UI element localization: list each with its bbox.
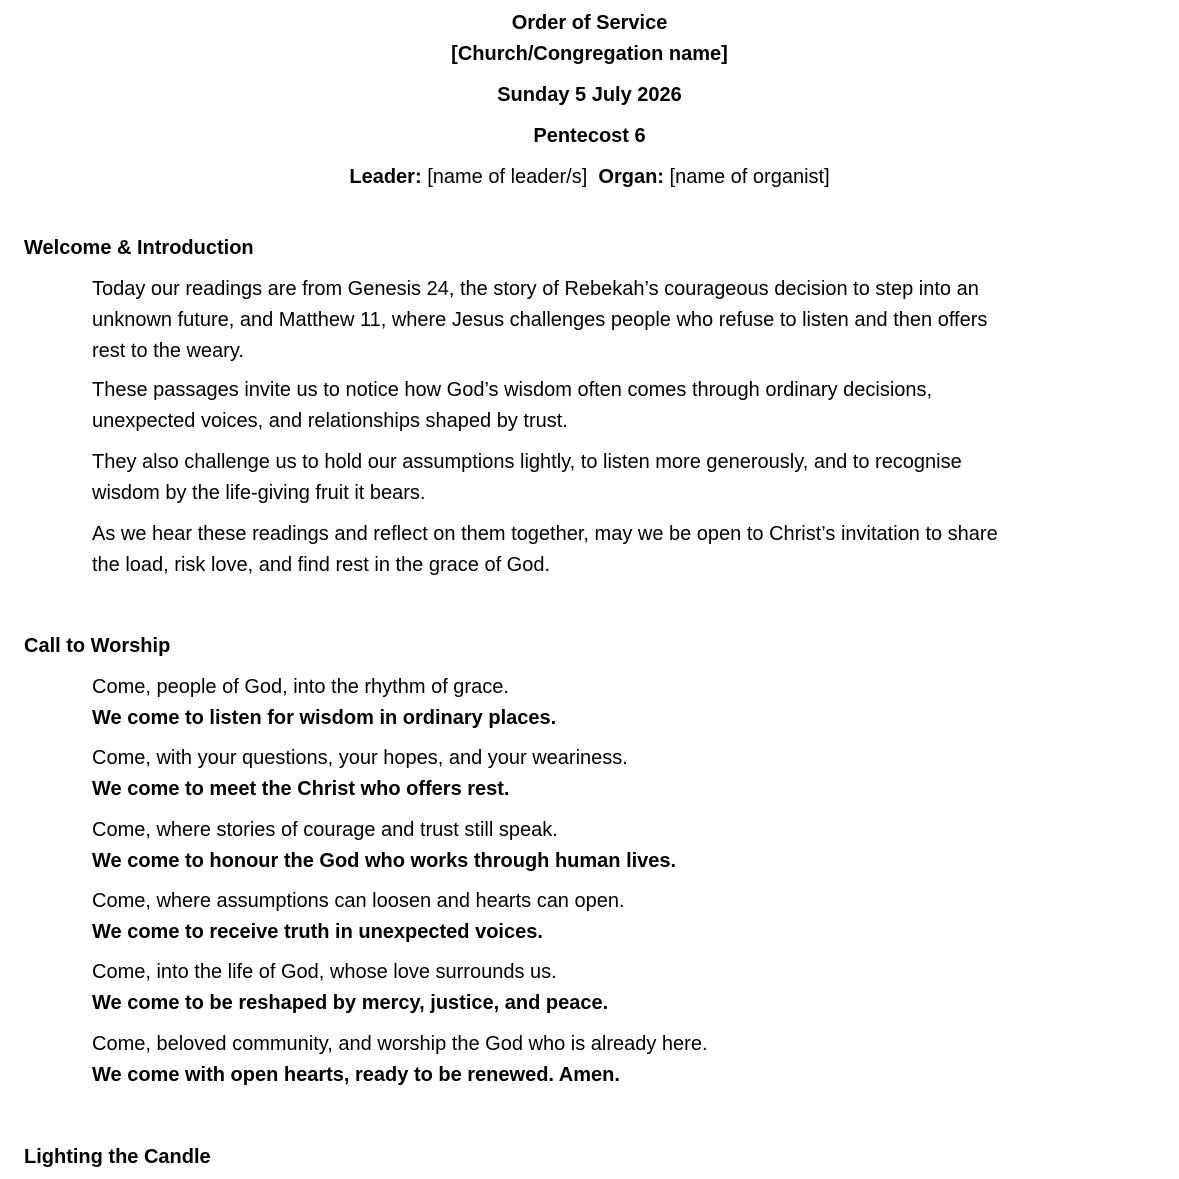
call-response-2	[92, 743, 1152, 805]
call-response-3	[92, 815, 1152, 877]
leader-line: Come, with your questions, your hopes, and your weariness.	[92, 747, 628, 769]
leader-organ-line	[0, 164, 1179, 190]
welcome-paragraph-4	[92, 519, 1152, 581]
leader-line: Come, beloved community, and worship the God who is already here.	[92, 1033, 708, 1055]
paragraph-line: unexpected voices, and relationships shaped by trust.	[92, 410, 568, 432]
paragraph-line: wisdom by the life-giving fruit it bears.	[92, 482, 426, 504]
people-response-line: We come to receive truth in unexpected voices.	[92, 921, 543, 943]
paragraph-line: unknown future, and Matthew 11, where Jesus challenges people who refuse to listen and then offers	[92, 309, 988, 331]
people-response-line: We come with open hearts, ready to be renewed. Amen.	[92, 1064, 620, 1086]
service-date: Sunday 5 July 2026	[497, 84, 682, 106]
paragraph-line: These passages invite us to notice how God’s wisdom often comes through ordinary decisions,	[92, 379, 933, 401]
liturgical-occasion: Pentecost 6	[533, 125, 646, 147]
call-response-6	[92, 1029, 1152, 1091]
call-response-5	[92, 957, 1152, 1019]
people-response-line: We come to be reshaped by mercy, justice, and peace.	[92, 992, 609, 1014]
welcome-paragraph-1	[92, 274, 1152, 367]
section-heading-lighting-candle: Lighting the Candle	[24, 1146, 211, 1168]
organ-label: Organ:	[598, 166, 664, 188]
people-response-line: We come to listen for wisdom in ordinary places.	[92, 707, 557, 729]
leader-line: Come, where assumptions can loosen and hearts can open.	[92, 890, 625, 912]
call-response-1	[92, 672, 1152, 734]
leader-label: Leader:	[349, 166, 422, 188]
leader-value: [name of leader/s]	[427, 166, 588, 188]
paragraph-line: Today our readings are from Genesis 24, the story of Rebekah’s courageous decision to step into an	[92, 278, 979, 300]
leader-line: Come, into the life of God, whose love surrounds us.	[92, 961, 557, 983]
leader-line: Come, where stories of courage and trust still speak.	[92, 819, 558, 841]
paragraph-line: rest to the weary.	[92, 340, 244, 362]
organ-value: [name of organist]	[669, 166, 830, 188]
welcome-paragraph-2	[92, 375, 1152, 437]
welcome-paragraph-3	[92, 447, 1152, 509]
section-heading-call-to-worship: Call to Worship	[24, 635, 171, 657]
section-heading-welcome: Welcome & Introduction	[24, 237, 254, 259]
leader-line: Come, people of God, into the rhythm of grace.	[92, 676, 509, 698]
call-response-4	[92, 886, 1152, 948]
paragraph-line: They also challenge us to hold our assumptions lightly, to listen more generously, and to recognise	[92, 451, 962, 473]
paragraph-line: As we hear these readings and reflect on them together, may we be open to Christ’s invitation to share	[92, 523, 998, 545]
people-response-line: We come to meet the Christ who offers rest.	[92, 778, 510, 800]
people-response-line: We come to honour the God who works through human lives.	[92, 850, 677, 872]
document-title: Order of Service	[511, 12, 668, 34]
congregation-name: [Church/Congregation name]	[451, 43, 728, 65]
paragraph-line: the load, risk love, and find rest in the grace of God.	[92, 554, 551, 576]
